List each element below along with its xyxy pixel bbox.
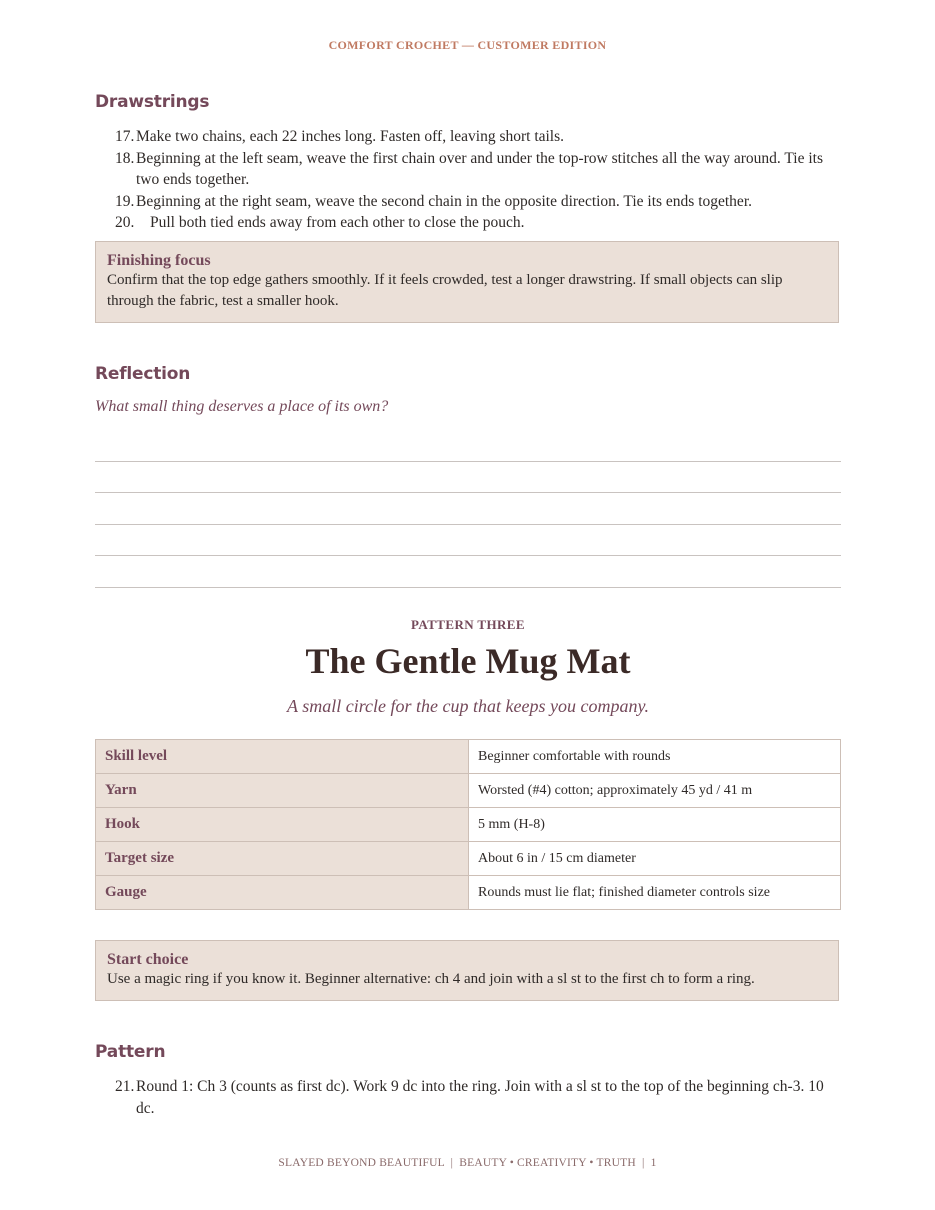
spec-label: Yarn [96, 774, 469, 808]
step-number: 17. [115, 128, 135, 145]
step-text: Pull both tied ends away from each other to close the pouch. [150, 214, 525, 231]
step-text: Round 1: Ch 3 (counts as first dc). Work 9 dc into the ring. Join with a sl st to the top of the beginning ch-3. 10 dc. [136, 1078, 824, 1117]
step-17 [95, 126, 841, 148]
page-footer: SLAYED BEYOND BEAUTIFUL | BEAUTY • CREATIVITY • TRUTH | 1 [278, 1157, 657, 1169]
step-text: Beginning at the left seam, weave the first chain over and under the top-row stitches all the way around. Tie its two ends together. [136, 149, 823, 188]
reflection-prompt: What small thing deserves a place of its own? [95, 398, 389, 415]
pattern-specs-table [95, 739, 841, 910]
table-row [96, 774, 841, 808]
spec-value: About 6 in / 15 cm diameter [469, 842, 841, 876]
step-20 [95, 212, 841, 234]
writing-line[interactable] [95, 461, 841, 462]
spec-label: Gauge [96, 876, 469, 910]
step-number: 18. [115, 149, 135, 167]
step-19 [95, 191, 841, 213]
section-heading-reflection: Reflection [95, 364, 191, 384]
step-text: Beginning at the right seam, weave the second chain in the opposite direction. Tie its ends together. [136, 192, 752, 210]
step-number: 20. [115, 214, 135, 231]
table-row [96, 808, 841, 842]
finishing-focus-callout [95, 241, 839, 323]
section-heading-drawstrings: Drawstrings [95, 92, 210, 112]
table-row [96, 842, 841, 876]
pattern-title: The Gentle Mug Mat [305, 641, 631, 681]
spec-value: Rounds must lie flat; finished diameter controls size [469, 876, 841, 910]
writing-line[interactable] [95, 492, 841, 493]
step-text: Make two chains, each 22 inches long. Fasten off, leaving short tails. [136, 128, 565, 145]
pattern-kicker: PATTERN THREE [411, 617, 525, 632]
start-choice-callout [95, 940, 839, 1001]
writing-line[interactable] [95, 587, 841, 588]
callout-title: Finishing focus [107, 252, 211, 269]
step-21 [95, 1076, 841, 1119]
callout-body: Confirm that the top edge gathers smoothly. If it feels crowded, test a longer drawstring. If small objects can slip through the fabric, test a smaller hook. [107, 272, 783, 309]
step-number: 19. [115, 192, 135, 210]
table-row [96, 740, 841, 774]
pattern-subtitle: A small circle for the cup that keeps you company. [287, 696, 649, 716]
writing-line[interactable] [95, 524, 841, 525]
spec-value: Worsted (#4) cotton; approximately 45 yd / 41 m [469, 774, 841, 808]
writing-line[interactable] [95, 555, 841, 556]
step-18 [95, 148, 841, 191]
running-header: COMFORT CROCHET — CUSTOMER EDITION [328, 38, 607, 52]
callout-title: Start choice [107, 951, 189, 968]
spec-label: Hook [96, 808, 469, 842]
spec-label: Target size [96, 842, 469, 876]
spec-value: 5 mm (H-8) [469, 808, 841, 842]
table-row [96, 876, 841, 910]
step-number: 21. [115, 1078, 135, 1095]
spec-value: Beginner comfortable with rounds [469, 740, 841, 774]
drawstrings-steps [95, 126, 841, 234]
callout-body: Use a magic ring if you know it. Beginner alternative: ch 4 and join with a sl st to the first ch to form a ring. [107, 971, 755, 987]
spec-label: Skill level [96, 740, 469, 774]
section-heading-pattern: Pattern [95, 1042, 166, 1062]
pattern-steps [95, 1076, 841, 1119]
